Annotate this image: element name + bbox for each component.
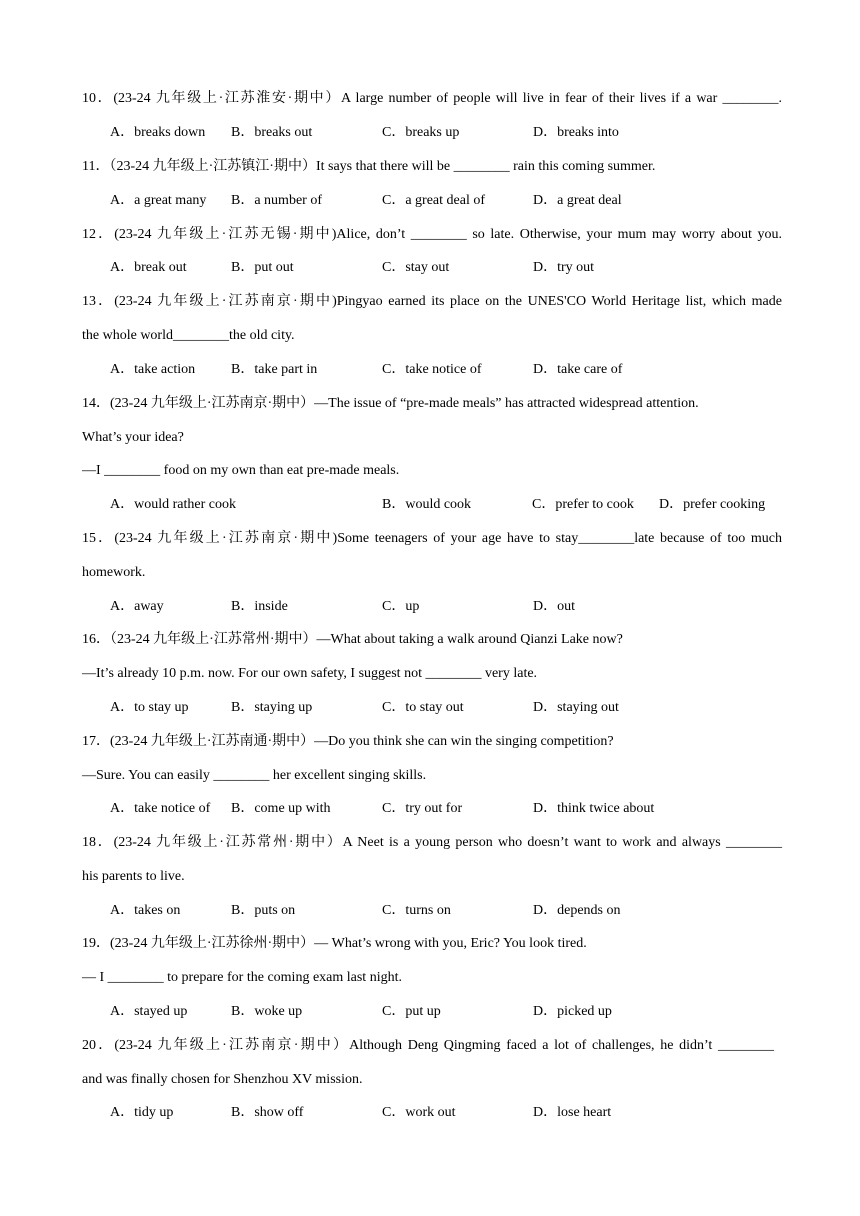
option-d: D．picked up: [533, 1004, 612, 1019]
question-11-text: 11．（23-24 九年级上·江苏镇江·期中）It says that there will be ________ rain this coming summer.: [82, 159, 656, 174]
option-b: B．inside: [231, 599, 288, 614]
option-d: D．take care of: [533, 362, 623, 377]
question-20-text-line-2: and was finally chosen for Shenzhou XV mission.: [82, 1072, 363, 1087]
option-a: A．takes on: [110, 903, 181, 918]
question-16-text-line-1: 16．（23-24 九年级上·江苏常州·期中）—What about taking a walk around Qianzi Lake now?: [82, 632, 623, 647]
option-b: B．take part in: [231, 362, 318, 377]
option-b: B．show off: [231, 1105, 304, 1120]
question-15-options: [82, 597, 782, 617]
question-12-options: [82, 258, 782, 278]
option-a: A．take action: [110, 362, 196, 377]
question-19-options: [82, 1002, 782, 1022]
option-a: A．take notice of: [110, 801, 211, 816]
option-b: B．breaks out: [231, 125, 313, 140]
option-b: B．puts on: [231, 903, 296, 918]
option-c: C．put up: [382, 1004, 441, 1019]
option-c: C．up: [382, 599, 420, 614]
question-18-options: [82, 901, 782, 921]
option-a: A．would rather cook: [110, 497, 236, 512]
question-17-text-line-1: 17．(23-24 九年级上·江苏南通·期中）—Do you think she can win the singing competition?: [82, 734, 614, 749]
question-18-text-line-1: 18．(23-24 九年级上·江苏常州·期中）A Neet is a young person who doesn’t want to work and always ________: [82, 835, 782, 850]
option-b: B．a number of: [231, 193, 322, 208]
option-d: D．try out: [533, 260, 595, 275]
question-19-text-line-1: 19．(23-24 九年级上·江苏徐州·期中）— What’s wrong with you, Eric? You look tired.: [82, 936, 587, 951]
option-c: C．a great deal of: [382, 193, 486, 208]
question-16-options: [82, 698, 782, 718]
question-13-text-line-2: the whole world________the old city.: [82, 328, 295, 343]
option-c: C．stay out: [382, 260, 450, 275]
question-14-text-line-3: —I ________ food on my own than eat pre-made meals.: [82, 463, 400, 478]
option-b: B．come up with: [231, 801, 331, 816]
question-10-options: [82, 123, 782, 143]
option-a: A．break out: [110, 260, 187, 275]
question-13-text-line-1: 13．(23-24 九年级上·江苏南京·期中)Pingyao earned its place on the UNES'CO World Heritage list, which made: [82, 294, 782, 309]
option-a: A．tidy up: [110, 1105, 174, 1120]
question-14-text-line-2: What’s your idea?: [82, 430, 184, 445]
option-a: A．a great many: [110, 193, 207, 208]
option-c: C．work out: [382, 1105, 456, 1120]
option-d: D．out: [533, 599, 575, 614]
option-d: D．prefer cooking: [659, 497, 766, 512]
question-11-options: [82, 191, 782, 211]
question-15-text-line-1: 15．(23-24 九年级上·江苏南京·期中)Some teenagers of your age have to stay________late because of too much: [82, 531, 782, 546]
option-d: D．depends on: [533, 903, 621, 918]
option-b: B．staying up: [231, 700, 313, 715]
question-10-text: 10．(23-24 九年级上·江苏淮安·期中）A large number of people will live in fear of their lives if a war ________.: [82, 91, 782, 106]
option-b: B．woke up: [231, 1004, 303, 1019]
option-a: A．to stay up: [110, 700, 189, 715]
option-c: C．to stay out: [382, 700, 464, 715]
option-d: D．think twice about: [533, 801, 655, 816]
question-19-text-line-2: — I ________ to prepare for the coming exam last night.: [82, 970, 402, 985]
option-b: B．would cook: [382, 497, 472, 512]
option-a: A．breaks down: [110, 125, 206, 140]
option-a: A．stayed up: [110, 1004, 188, 1019]
option-c: C．turns on: [382, 903, 451, 918]
question-17-text-line-2: —Sure. You can easily ________ her excellent singing skills.: [82, 768, 427, 783]
option-d: D．lose heart: [533, 1105, 612, 1120]
question-20-options: [82, 1103, 782, 1123]
option-b: B．put out: [231, 260, 294, 275]
question-16-text-line-2: —It’s already 10 p.m. now. For our own safety, I suggest not ________ very late.: [82, 666, 538, 681]
option-d: D．a great deal: [533, 193, 622, 208]
question-14-text-line-1: 14．(23-24 九年级上·江苏南京·期中）—The issue of “pre-made meals” has attracted widespread attention.: [82, 396, 699, 411]
option-c: C．prefer to cook: [532, 497, 634, 512]
question-20-text-line-1: 20．(23-24 九年级上·江苏南京·期中）Although Deng Qingming faced a lot of challenges, he didn’t ________: [82, 1038, 774, 1053]
option-a: A．away: [110, 599, 164, 614]
option-d: D．staying out: [533, 700, 619, 715]
question-18-text-line-2: his parents to live.: [82, 869, 185, 884]
question-13-options: [82, 360, 782, 380]
option-c: C．take notice of: [382, 362, 482, 377]
question-15-text-line-2: homework.: [82, 565, 146, 580]
option-c: C．try out for: [382, 801, 463, 816]
question-12-text: 12．(23-24 九年级上·江苏无锡·期中)Alice, don’t ________ so late. Otherwise, your mum may worry about you.: [82, 227, 782, 242]
question-17-options: [82, 799, 782, 819]
option-d: D．breaks into: [533, 125, 619, 140]
option-c: C．breaks up: [382, 125, 460, 140]
question-14-options: [82, 495, 782, 515]
